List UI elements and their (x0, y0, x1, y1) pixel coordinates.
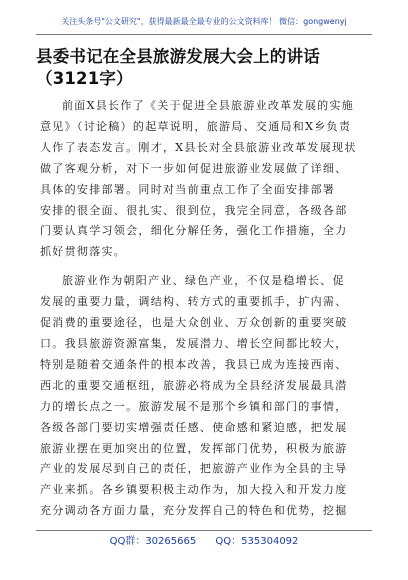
paragraph-line: 人作了表态发言。刚才，X县长对全县旅游业改革发展现状 (40, 140, 357, 154)
paragraph-line: 前面X县长作了《关于促进全县旅游业改革发展的实施 (62, 99, 355, 112)
paragraph-1 (40, 96, 368, 263)
header-divider (36, 34, 372, 35)
paragraph-line: 抓好贯彻落实。 (40, 245, 127, 259)
paragraph-line: 力的增长点之一。旅游发展不是那个乡镇和部门的事情， (40, 399, 348, 413)
document-title: 县委书记在全县旅游发展大会上的讲话（3121字） (36, 47, 320, 88)
document-body (40, 96, 368, 522)
paragraph-line: 意见》（讨论稿）的起草说明，旅游局、交通局和X乡负责 (40, 119, 352, 133)
paragraph-line: 产业的发展尽到自己的责任，把旅游产业作为全县的主导 (40, 462, 348, 476)
paragraph-spacer (40, 263, 368, 271)
header-wechat-text: 微信：gongwenyj (279, 17, 347, 26)
paragraph-line: 安排的很全面、很扎实、很到位，我完全同意，各级各部 (40, 203, 348, 217)
footer-qq-group: QQ群：30265665 (109, 536, 197, 547)
paragraph-line: 西北的重要交通枢纽，旅游必将成为全县经济发展最具潜 (40, 378, 348, 392)
footer (0, 535, 408, 549)
paragraph-line: 口。我县旅游资源富集，发展潜力、增长空间都比较大， (40, 336, 348, 350)
paragraph-2 (40, 271, 368, 522)
paragraph-line: 促消费的重要途径，也是大众创业、万众创新的重要突破 (40, 316, 348, 330)
header-banner (0, 16, 408, 28)
paragraph-line: 旅游业作为朝阳产业、绿色产业，不仅是稳增长、促 (62, 274, 345, 288)
paragraph-line: 各级各部门要切实增强责任感、使命感和紧迫感，把发展 (40, 420, 348, 434)
paragraph-line: 充分调动各方面力量，充分发挥自己的特色和优势，挖掘 (40, 504, 348, 518)
paragraph-line: 旅游业摆在更加突出的位置，发挥部门优势，积极为旅游 (40, 441, 348, 455)
footer-qq-contact: QQ：535304092 (215, 536, 299, 547)
footer-divider (36, 530, 372, 531)
header-banner-text: 关注头条号"公文研究"，获得最新最全最专业的公文资料库！ (61, 17, 277, 26)
paragraph-line: 做了客观分析，对下一步如何促进旅游业发展做了详细、 (40, 161, 348, 175)
paragraph-line: 发展的重要力量，调结构、转方式的重要抓手，扩内需、 (40, 295, 348, 309)
paragraph-line: 门要认真学习领会，细化分解任务，强化工作措施，全力 (40, 224, 348, 238)
paragraph-line: 具体的安排部署。同时对当前重点工作了全面安排部署 (40, 182, 336, 196)
paragraph-line: 产业来抓。各乡镇要积极主动作为，加大投入和开发力度 (40, 483, 348, 497)
paragraph-line: 特别是随着交通条件的根本改善，我县已成为连接西南、 (40, 357, 348, 371)
